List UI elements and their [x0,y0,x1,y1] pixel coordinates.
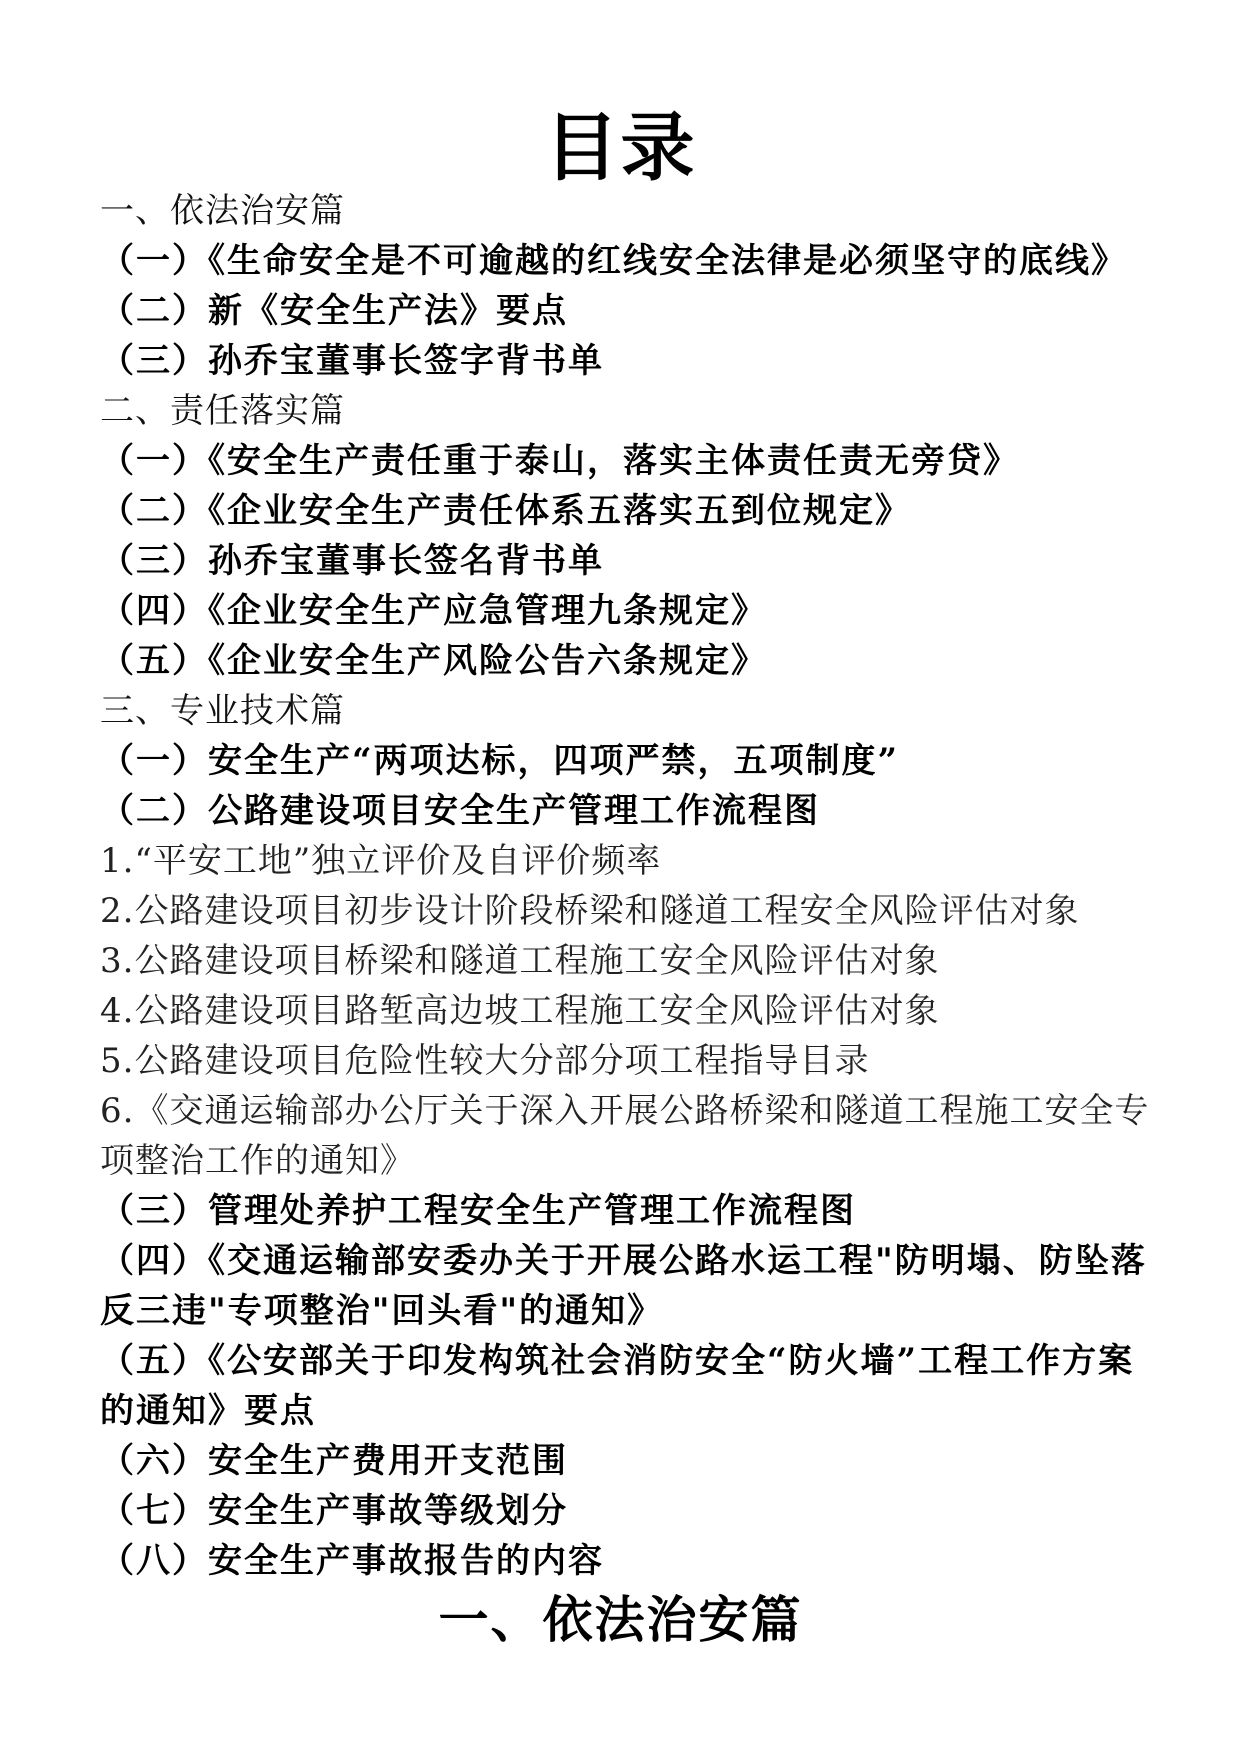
toc-item: （七）安全生产事故等级划分 [100,1491,568,1531]
toc-subitem: 6.《交通运输部办公厅关于深入开展公路桥梁和隧道工程施工安全专项整治工作的通知》 [100,1091,1150,1181]
toc-item: （五）《企业安全生产风险公告六条规定》 [100,641,767,681]
chapter-heading: 一、依法治安篇 [438,1590,803,1649]
toc-item: （三）孙乔宝董事长签名背书单 [100,541,604,581]
toc-section-1: 一、依法治安篇 [100,191,345,231]
toc-item: （一）《生命安全是不可逾越的红线安全法律是必须坚守的底线》 [100,241,1127,281]
toc-subitem: 2.公路建设项目初步设计阶段桥梁和隧道工程安全风险评估对象 [100,891,1080,931]
toc-subitem: 5.公路建设项目危险性较大分部分项工程指导目录 [100,1041,870,1081]
toc-item: （四）《企业安全生产应急管理九条规定》 [100,591,767,631]
toc-item: （六）安全生产费用开支范围 [100,1441,568,1481]
toc-item: （二）公路建设项目安全生产管理工作流程图 [100,791,820,831]
toc-item: （三）孙乔宝董事长签字背书单 [100,341,604,381]
toc-item: （一）《安全生产责任重于泰山，落实主体责任责无旁贷》 [100,441,1019,481]
toc-subitem: 1.“平安工地”独立评价及自评价频率 [100,841,662,881]
toc-item: （二）新《安全生产法》要点 [100,291,568,331]
toc-item: （八）安全生产事故报告的内容 [100,1541,604,1581]
toc-list [100,186,1160,1586]
toc-subitem: 4.公路建设项目路堑高边坡工程施工安全风险评估对象 [100,991,940,1031]
toc-item: （一）安全生产“两项达标，四项严禁，五项制度” [100,741,900,781]
toc-item: （二）《企业安全生产责任体系五落实五到位规定》 [100,491,911,531]
toc-item: （五）《公安部关于印发构筑社会消防安全“防火墙”工程工作方案的通知》要点 [100,1341,1135,1431]
toc-item: （三）管理处养护工程安全生产管理工作流程图 [100,1191,856,1231]
toc-item: （四）《交通运输部安委办关于开展公路水运工程"防明塌、防坠落反三违"专项整治"回头看"的通知》 [100,1241,1147,1331]
toc-title: 目录 [544,105,697,191]
toc-section-3: 三、专业技术篇 [100,691,345,731]
toc-section-2: 二、责任落实篇 [100,391,345,431]
toc-subitem: 3.公路建设项目桥梁和隧道工程施工安全风险评估对象 [100,941,940,981]
